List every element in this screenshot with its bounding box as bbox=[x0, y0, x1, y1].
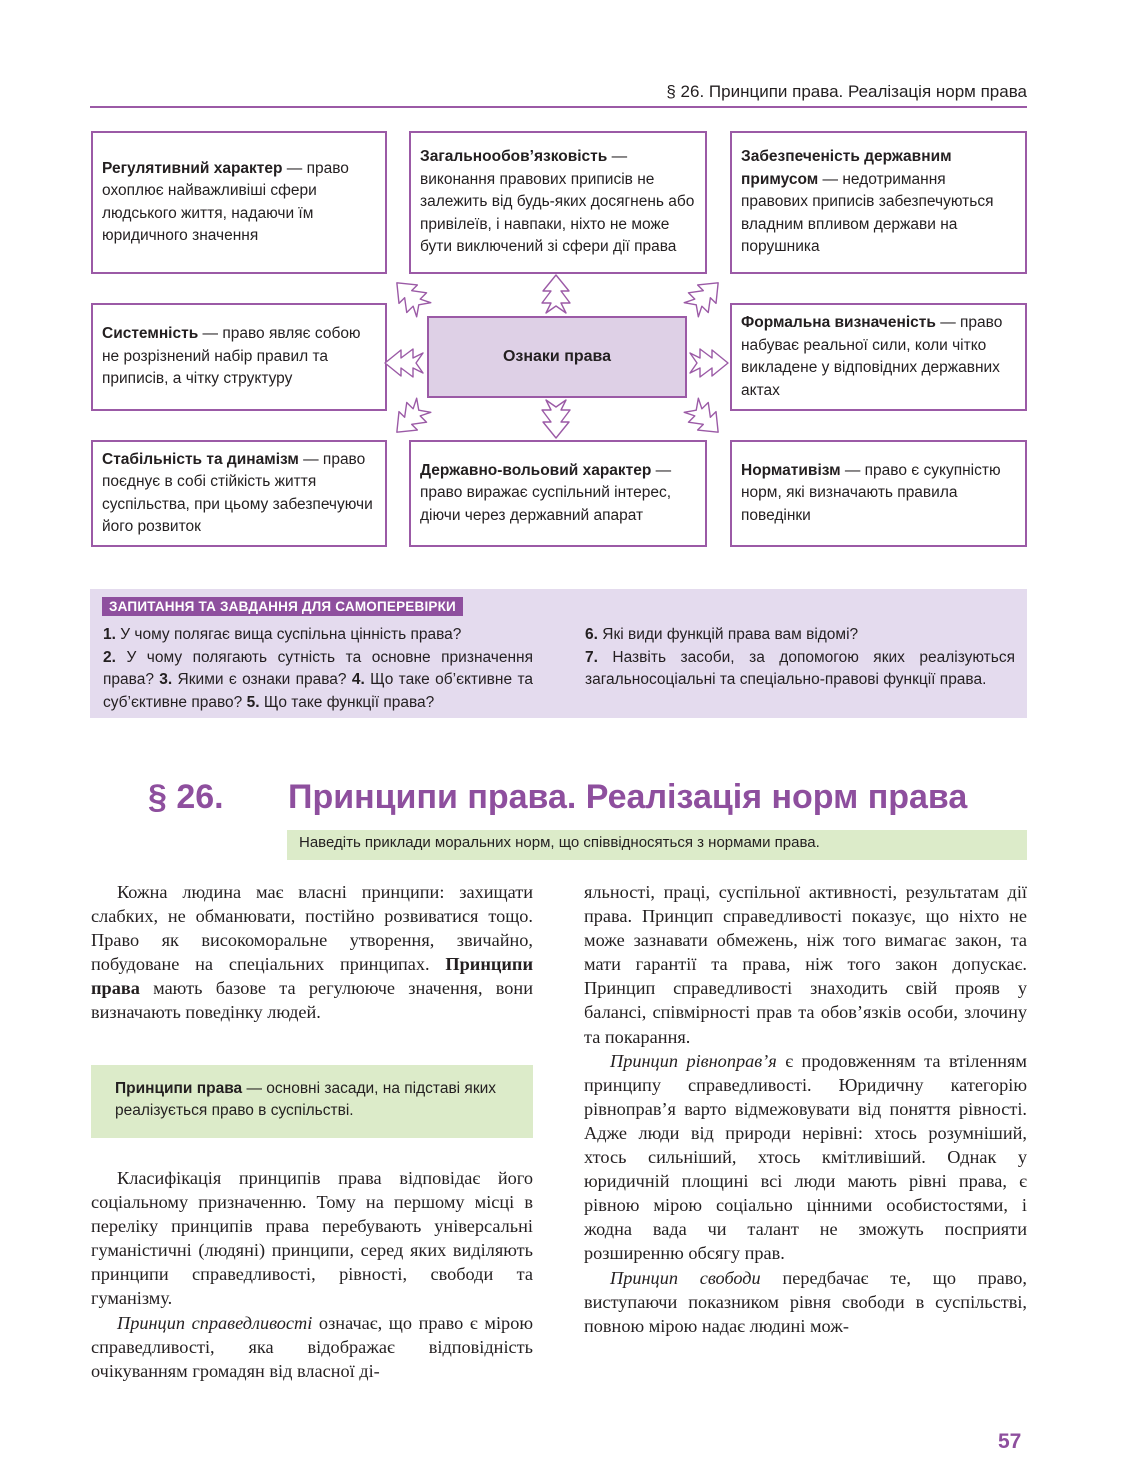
box-text: — право виражає суспільний інтерес, діючи через державний апарат bbox=[420, 461, 672, 524]
box-term: Державно-вольовий характер bbox=[420, 461, 652, 479]
arrow-right-icon bbox=[690, 349, 728, 377]
section-prompt: Наведіть приклади моральних норм, що співвідносяться з нормами права. bbox=[287, 830, 1027, 860]
box-term: Стабільність та динамізм bbox=[102, 450, 299, 468]
q-text: Назвіть засоби, за допомогою яких реалізуються загальносоціальні та спеціально-правові функції права. bbox=[585, 648, 1015, 688]
diagram-box-obligatory bbox=[409, 131, 707, 274]
box-text: — право набуває реальної сили, коли чітко викладене у відповідних державних актах bbox=[741, 314, 1003, 399]
running-head: § 26. Принципи права. Реалізація норм права bbox=[666, 82, 1027, 101]
arrow-down-right-icon bbox=[681, 395, 728, 442]
definition-text: — основні засади, на підставі яких реалізується право в суспільстві. bbox=[115, 1080, 497, 1119]
italic-term: Принцип рівноправ’я bbox=[610, 1050, 777, 1071]
q-text: Що таке функції права? bbox=[259, 693, 435, 711]
q-num: 2. bbox=[103, 648, 116, 666]
q-num: 4. bbox=[351, 671, 365, 688]
q-text: Що таке об’єктивне та суб’єктивне право? bbox=[103, 671, 533, 711]
arrow-down-icon bbox=[542, 400, 570, 438]
header-rule bbox=[90, 106, 1027, 108]
q-text: У чому полягають сутність та основне призначення права? bbox=[103, 648, 533, 688]
questions-col-right bbox=[585, 624, 1015, 692]
box-text: — недотримання правових приписів забезпечуються владним впливом держави на порушника bbox=[741, 170, 994, 256]
text: передбачає те, що право, виступаючи показником рівня свободи в суспільстві, повною мірою надає людині мож- bbox=[584, 1267, 1027, 1336]
box-text: — виконання правових приписів не залежить від будь-яких досягнень або привілеїв, і навпаки, ніхто не може бути виключений зі сфери дії права bbox=[420, 148, 695, 256]
body-left-top bbox=[91, 880, 533, 1025]
definition-box bbox=[91, 1065, 533, 1138]
box-term: Регулятивний характер bbox=[102, 159, 283, 177]
paragraph bbox=[91, 880, 533, 1025]
body-left-bottom bbox=[91, 1166, 533, 1383]
q-num: 5. bbox=[246, 693, 260, 711]
diagram-box-systemic bbox=[91, 303, 387, 411]
arrow-left-icon bbox=[385, 349, 423, 377]
arrow-up-icon bbox=[542, 275, 570, 313]
diagram-box-normativism bbox=[730, 440, 1027, 547]
q-num: 6. bbox=[585, 626, 598, 643]
italic-term: Принцип справедливості bbox=[117, 1312, 313, 1333]
q-text: Які види функцій права вам відомі? bbox=[597, 626, 859, 643]
text: Кожна людина має власні принципи: захищати слабких, не обманювати, постійно розвиватися тощо. Право як високоморальне утворення, звичайно, побудоване на спеціальних принципах. bbox=[91, 882, 533, 975]
text: означає, що право є мірою справедливості, яка відображає відповідність очікуванням громадян від власної ді- bbox=[91, 1312, 533, 1381]
section-number: § 26. bbox=[148, 778, 224, 816]
q-num: 3. bbox=[159, 671, 173, 688]
paragraph: Класифікація принципів права відповідає його соціальному призначенню. Тому на першому місці в переліку принципів права перебувають універсальні гуманістичні (людяні) принципи, серед яких виділяють принципи справедливості, рівності, свободи та гуманізму. bbox=[91, 1168, 533, 1309]
diagram-box-formal bbox=[730, 303, 1027, 411]
section-title: Принципи права. Реалізація норм права bbox=[288, 778, 968, 816]
paragraph bbox=[584, 1049, 1027, 1266]
bold-term: Принципи права bbox=[91, 954, 533, 999]
arrow-up-right-icon bbox=[681, 273, 728, 320]
q-num: 7. bbox=[585, 648, 598, 666]
q-num: 1. bbox=[103, 626, 116, 643]
questions-title: ЗАПИТАННЯ ТА ЗАВДАННЯ ДЛЯ САМОПЕРЕВІРКИ bbox=[102, 597, 463, 616]
box-text: — право поєднує в собі стійкість життя суспільства, при цьому забезпечуючи його розвиток bbox=[102, 450, 373, 535]
box-text: — право являє собою не розрізнений набір правил та приписів, а чітку структуру bbox=[102, 325, 361, 388]
arrow-down-left-icon bbox=[387, 395, 434, 442]
questions-col-left bbox=[103, 624, 533, 714]
definition-term: Принципи права bbox=[115, 1080, 243, 1097]
box-term: Загальнообов’язковість bbox=[420, 148, 608, 166]
diagram-box-stability bbox=[91, 440, 387, 547]
body-right bbox=[584, 880, 1027, 1338]
diagram-box-coercion bbox=[730, 131, 1027, 274]
box-term: Забезпеченість державним примусом bbox=[741, 148, 952, 188]
box-term: Нормативізм bbox=[741, 461, 841, 479]
text: мають базове та регулююче значення, вони визначають поведінку людей. bbox=[91, 978, 533, 1023]
q-text: У чому полягає вища суспільна цінність права? bbox=[115, 626, 462, 643]
text: є продовженням та втіленням принципу справедливості. Юридичну категорію рівноправ’я варто відмежовувати від поняття рівності. Адже люди від природи нерівні: хтось розумніший, хтось сильніший, хтось кмітливіший. Однак у юридичній площині всі люди мають рівні права, є рівною мірою соціально цінними особистостями, і жодна вада чи талант не зможуть посприяти розширенню обсягу прав. bbox=[584, 1050, 1027, 1264]
q-text: Якими є ознаки права? bbox=[172, 671, 352, 688]
diagram-center: Ознаки права bbox=[427, 316, 687, 398]
page-number: 57 bbox=[998, 1430, 1022, 1453]
box-text: — право є сукупністю норм, які визначають правила поведінки bbox=[741, 461, 1001, 524]
box-term: Формальна визначеність bbox=[741, 314, 936, 331]
diagram-box-state-will bbox=[409, 440, 707, 547]
paragraph: яльності, праці, суспільної активності, результатам дії права. Принцип справедливості показує, що ніхто не може зазнавати обмежень, ніж того вимагає закон, та мати гарантії та права, ніж того закон допускає. Принцип справедливості знаходить свій прояв у балансі, співмірності прав та обов’язків особи, злочину та покарання. bbox=[584, 882, 1027, 1047]
arrow-up-left-icon bbox=[387, 273, 434, 320]
paragraph bbox=[91, 1311, 533, 1383]
diagram-box-regulatory bbox=[91, 131, 387, 274]
paragraph bbox=[584, 1266, 1027, 1338]
box-term: Системність bbox=[102, 325, 199, 343]
italic-term: Принцип свободи bbox=[610, 1267, 761, 1288]
box-text: — право охоплює найважливіші сфери людського життя, надаючи їм юридичного значення bbox=[102, 159, 349, 244]
